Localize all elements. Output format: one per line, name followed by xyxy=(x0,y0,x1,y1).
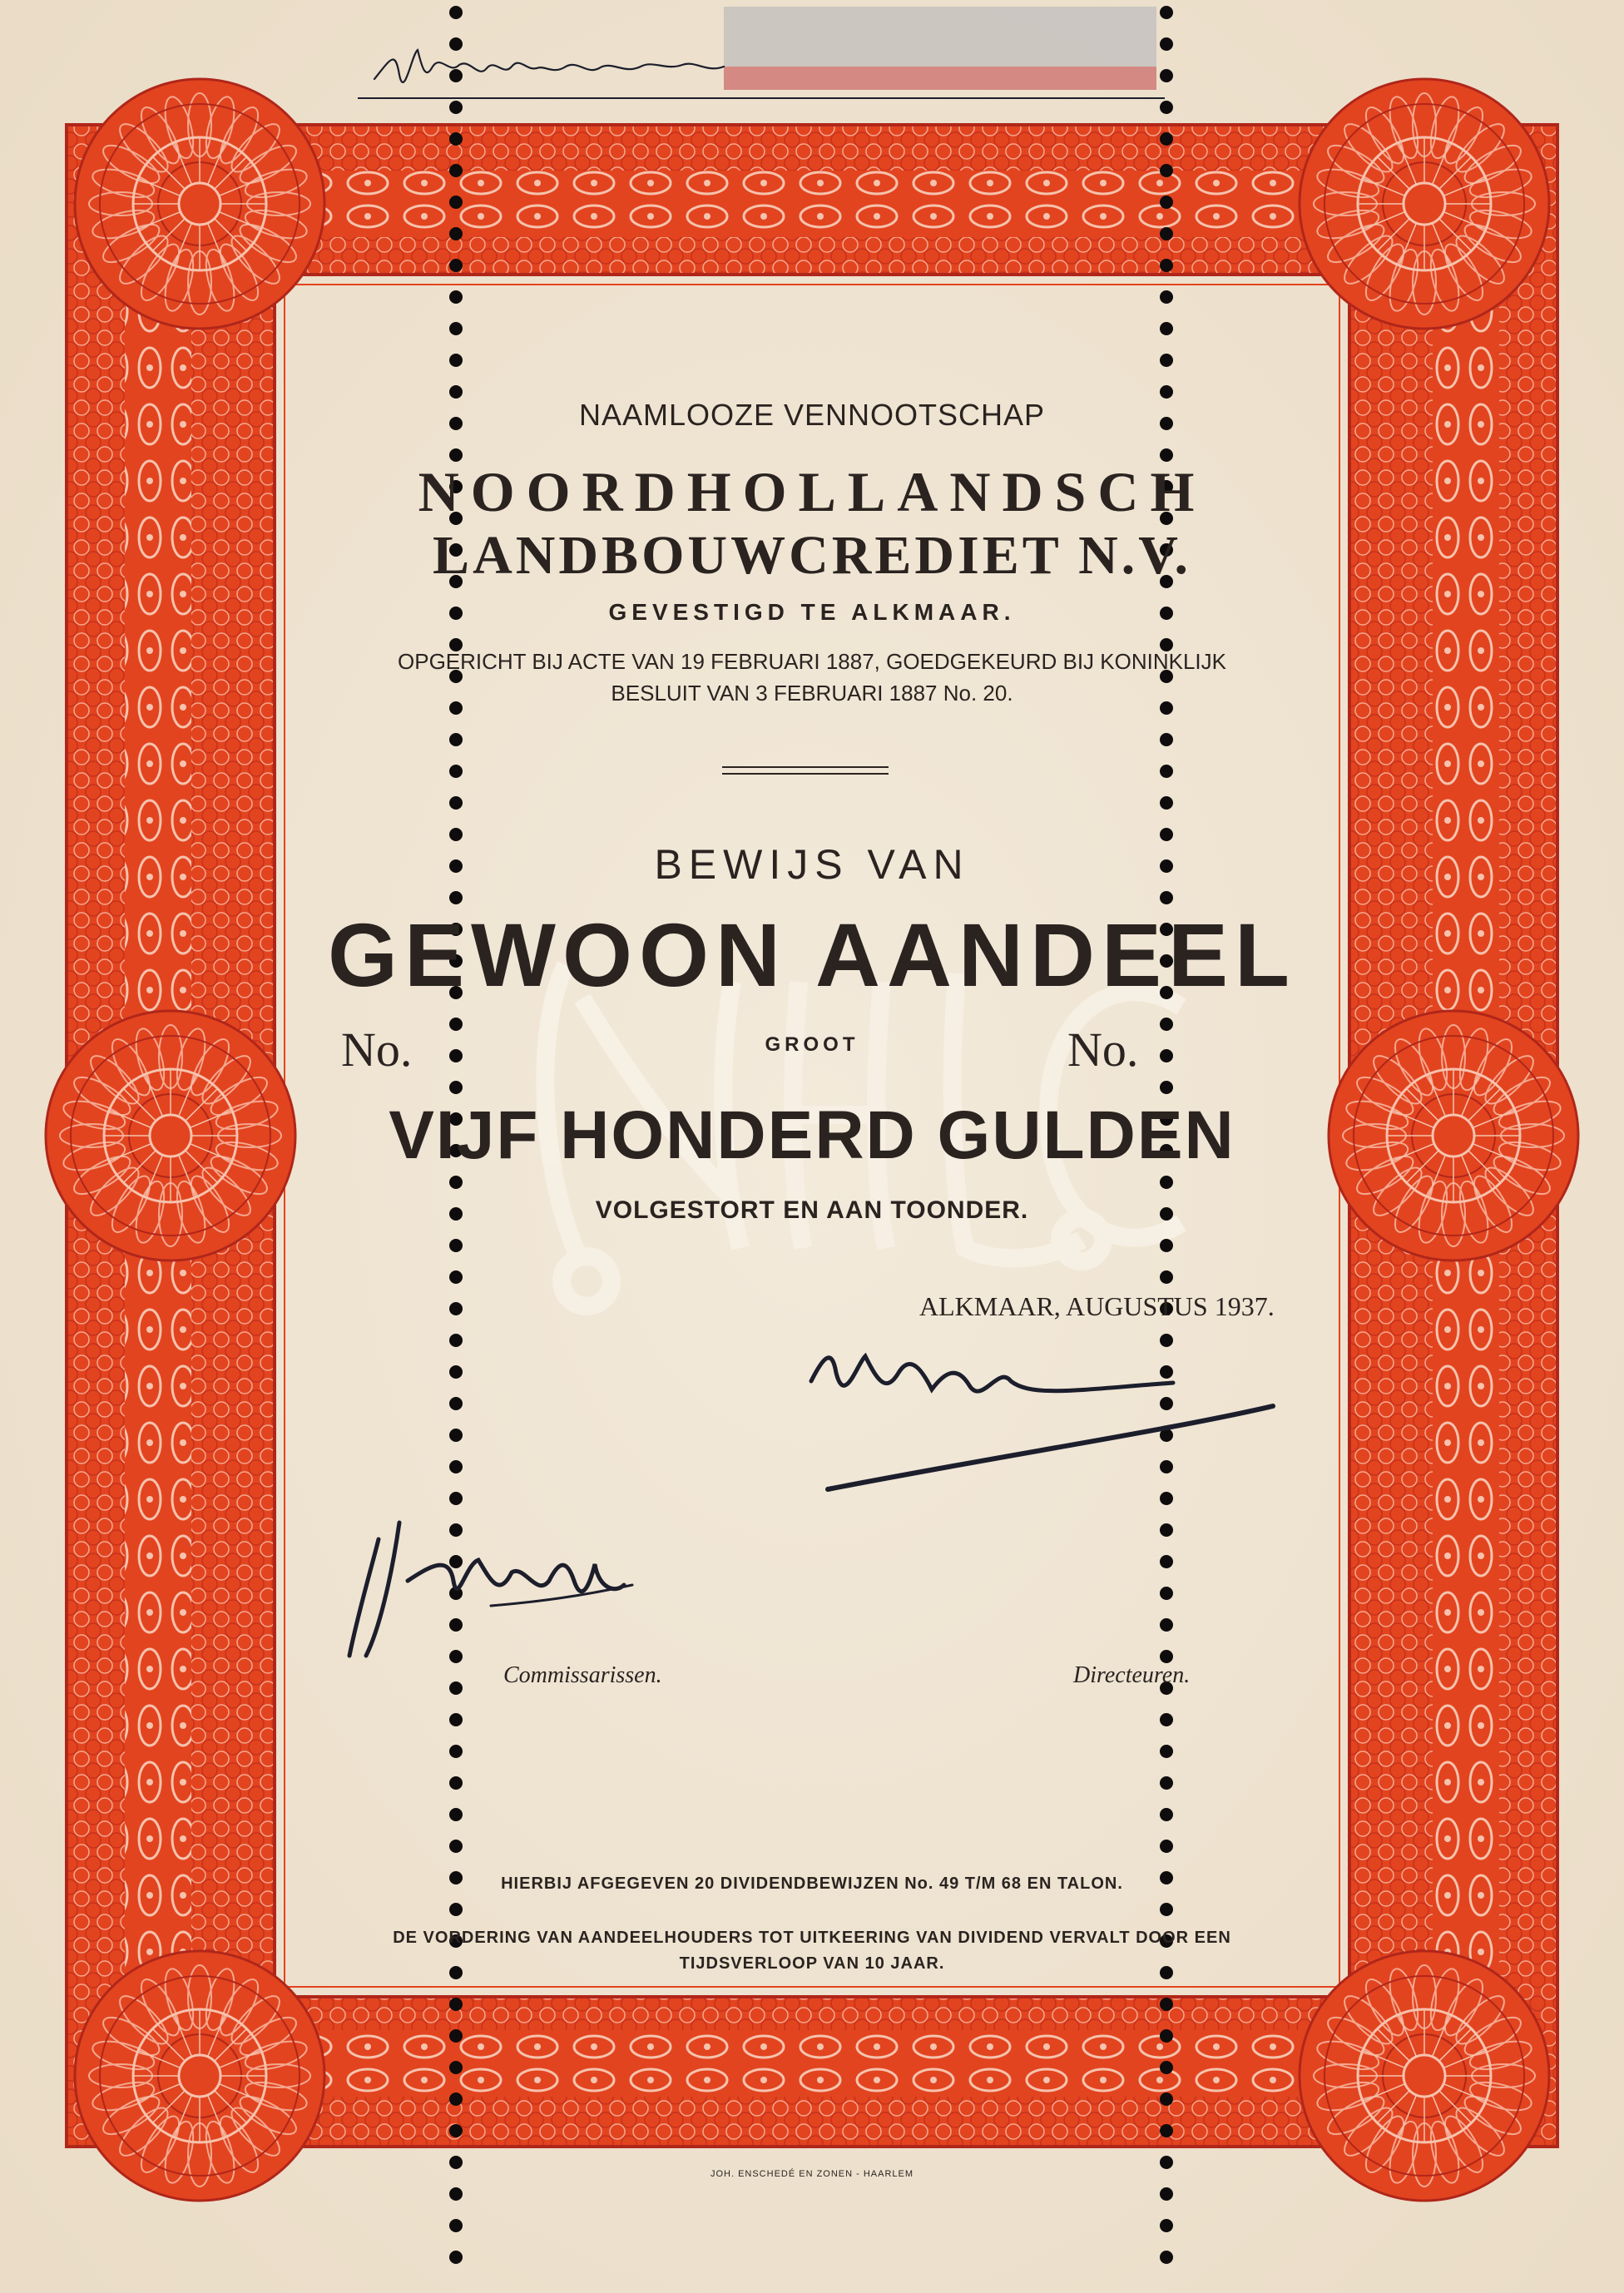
perforation-hole xyxy=(1160,1018,1173,1031)
perforation-hole xyxy=(1160,290,1173,304)
perforation-hole xyxy=(449,2124,463,2137)
perforation-hole xyxy=(1160,385,1173,399)
perforation-hole xyxy=(449,6,463,19)
perforation-hole xyxy=(449,1776,463,1790)
perforation-hole xyxy=(449,1460,463,1473)
perforation-hole xyxy=(1160,2251,1173,2264)
company-name-line1: NOORDHOLLANDSCH xyxy=(418,460,1206,523)
perforation-hole xyxy=(449,1429,463,1442)
perforation-hole xyxy=(1160,2219,1173,2232)
perforation-hole xyxy=(1160,1650,1173,1663)
perforation-hole xyxy=(449,2156,463,2169)
founding-line-1: OPGERICHT BIJ ACTE VAN 19 FEBRUARI 1887, GOEDGEKEURD BIJ KONINKLIJK xyxy=(398,649,1226,674)
commissioners-label: Commissarissen. xyxy=(503,1662,662,1688)
perforation-hole xyxy=(449,290,463,304)
perforation-hole xyxy=(1160,1523,1173,1537)
perforation-hole xyxy=(1160,1745,1173,1758)
perforation-hole xyxy=(449,2029,463,2043)
perforation-hole xyxy=(1160,1334,1173,1347)
perforation-hole xyxy=(1160,765,1173,778)
perforation-hole xyxy=(1160,259,1173,272)
perforation-hole xyxy=(449,1808,463,1821)
perforation-hole xyxy=(1160,1239,1173,1252)
perforation-hole xyxy=(1160,828,1173,841)
perforation-hole xyxy=(1160,2156,1173,2169)
perforation-hole xyxy=(449,1713,463,1726)
perforation-hole xyxy=(449,1681,463,1695)
perforation-hole xyxy=(1160,354,1173,367)
company-name-line2: LANDBOUWCREDIET N.V. xyxy=(433,525,1191,586)
perforation-hole xyxy=(449,37,463,51)
number-label-left: No. xyxy=(341,1023,413,1077)
perforation-hole xyxy=(449,828,463,841)
perforation-hole xyxy=(449,1302,463,1315)
perforation-hole xyxy=(449,796,463,810)
company-type: NAAMLOOZE VENNOOTSCHAP xyxy=(578,398,1046,432)
perforation-hole xyxy=(1160,2029,1173,2043)
directors-label: Directeuren. xyxy=(1073,1662,1191,1688)
printer-imprint: JOH. ENSCHEDÉ EN ZONEN - HAARLEM xyxy=(710,2169,914,2179)
perforation-hole xyxy=(449,69,463,82)
perforation-hole xyxy=(1160,1397,1173,1410)
perforation-hole xyxy=(449,354,463,367)
perforation-hole xyxy=(1160,1587,1173,1600)
perforation-hole xyxy=(1160,2187,1173,2201)
perforation-hole xyxy=(1160,69,1173,82)
perforation-hole xyxy=(449,2251,463,2264)
perforation-hole xyxy=(1160,227,1173,240)
perforation-hole xyxy=(449,164,463,177)
perforation-hole xyxy=(449,1365,463,1379)
perforation-hole xyxy=(449,1555,463,1568)
dividend-note: HIERBIJ AFGEGEVEN 20 DIVIDENDBEWIJZEN No. 49 T/M 68 EN TALON. xyxy=(501,1875,1123,1893)
perforation-hole xyxy=(1160,1365,1173,1379)
rosette xyxy=(1300,79,1549,329)
perforation-hole xyxy=(449,765,463,778)
place-date: ALKMAAR, AUGUSTUS 1937. xyxy=(919,1291,1275,1321)
perforation-hole xyxy=(1160,101,1173,114)
founding-line-2: BESLUIT VAN 3 FEBRUARI 1887 No. 20. xyxy=(611,681,1013,706)
perforation-hole xyxy=(449,1903,463,1916)
perforation-hole xyxy=(1160,1713,1173,1726)
perforation-hole xyxy=(1160,37,1173,51)
perforation-hole xyxy=(449,1081,463,1094)
perforation-hole xyxy=(1160,1840,1173,1853)
perforation-hole xyxy=(449,2219,463,2232)
perforation-hole xyxy=(449,1492,463,1505)
perforation-hole xyxy=(1160,164,1173,177)
perforation-hole xyxy=(449,1270,463,1284)
perforation-hole xyxy=(449,196,463,209)
company-seat: GEVESTIGD TE ALKMAAR. xyxy=(608,599,1016,625)
perforation-hole xyxy=(449,227,463,240)
claim-note-line1: DE VORDERING VAN AANDEELHOUDERS TOT UITKEERING VAN DIVIDEND VERVALT DOOR EEN xyxy=(393,1929,1231,1947)
rosette xyxy=(75,79,324,329)
perforation-hole xyxy=(449,1397,463,1410)
perforation-hole xyxy=(1160,1998,1173,2011)
perforation-hole xyxy=(1160,1492,1173,1505)
perforation-hole xyxy=(449,733,463,746)
perforation-hole xyxy=(1160,1460,1173,1473)
rosette xyxy=(1300,1951,1549,2201)
certificate-title-line2: GEWOON AANDEEL xyxy=(328,904,1296,1005)
perforation-hole xyxy=(1160,1808,1173,1821)
perforation-hole xyxy=(1160,196,1173,209)
perforation-hole xyxy=(449,259,463,272)
share-amount: VIJF HONDERD GULDEN xyxy=(389,1097,1235,1173)
perforation-hole xyxy=(1160,2061,1173,2074)
perforation-hole xyxy=(449,322,463,335)
perforation-hole xyxy=(449,1998,463,2011)
paid-status: VOLGESTORT EN AAN TOONDER. xyxy=(595,1196,1029,1224)
perforation-hole xyxy=(449,1176,463,1189)
claim-note-line2: TIJDSVERLOOP VAN 10 JAAR. xyxy=(679,1954,945,1973)
perforation-hole xyxy=(449,2061,463,2074)
perforation-hole xyxy=(449,1239,463,1252)
perforation-hole xyxy=(1160,1270,1173,1284)
perforation-hole xyxy=(1160,1555,1173,1568)
number-label-right: No. xyxy=(1067,1023,1139,1077)
perforation-hole xyxy=(449,2187,463,2201)
perforation-hole xyxy=(449,1840,463,1853)
perforation-hole xyxy=(449,1334,463,1347)
perforation-hole xyxy=(1160,1176,1173,1189)
perforation-hole xyxy=(1160,1903,1173,1916)
perforation-hole xyxy=(1160,132,1173,146)
perforation-hole xyxy=(449,1745,463,1758)
perforation-hole xyxy=(1160,796,1173,810)
perforation-hole xyxy=(449,1650,463,1663)
perforation-hole xyxy=(449,2092,463,2106)
perforation-hole xyxy=(1160,2124,1173,2137)
groot-label: GROOT xyxy=(765,1033,859,1056)
rosette xyxy=(75,1951,324,2201)
perforation-hole xyxy=(1160,6,1173,19)
perforation-hole xyxy=(449,1018,463,1031)
certificate-title-line1: BEWIJS VAN xyxy=(654,841,970,888)
perforation-hole xyxy=(449,385,463,399)
perforation-hole xyxy=(1160,733,1173,746)
perforation-hole xyxy=(1160,2092,1173,2106)
perforation-hole xyxy=(1160,1618,1173,1632)
perforation-hole xyxy=(1160,1776,1173,1790)
perforation-hole xyxy=(449,101,463,114)
perforation-hole xyxy=(449,1618,463,1632)
perforation-hole xyxy=(1160,322,1173,335)
perforation-hole xyxy=(1160,1081,1173,1094)
perforation-hole xyxy=(449,1523,463,1537)
perforation-hole xyxy=(449,132,463,146)
